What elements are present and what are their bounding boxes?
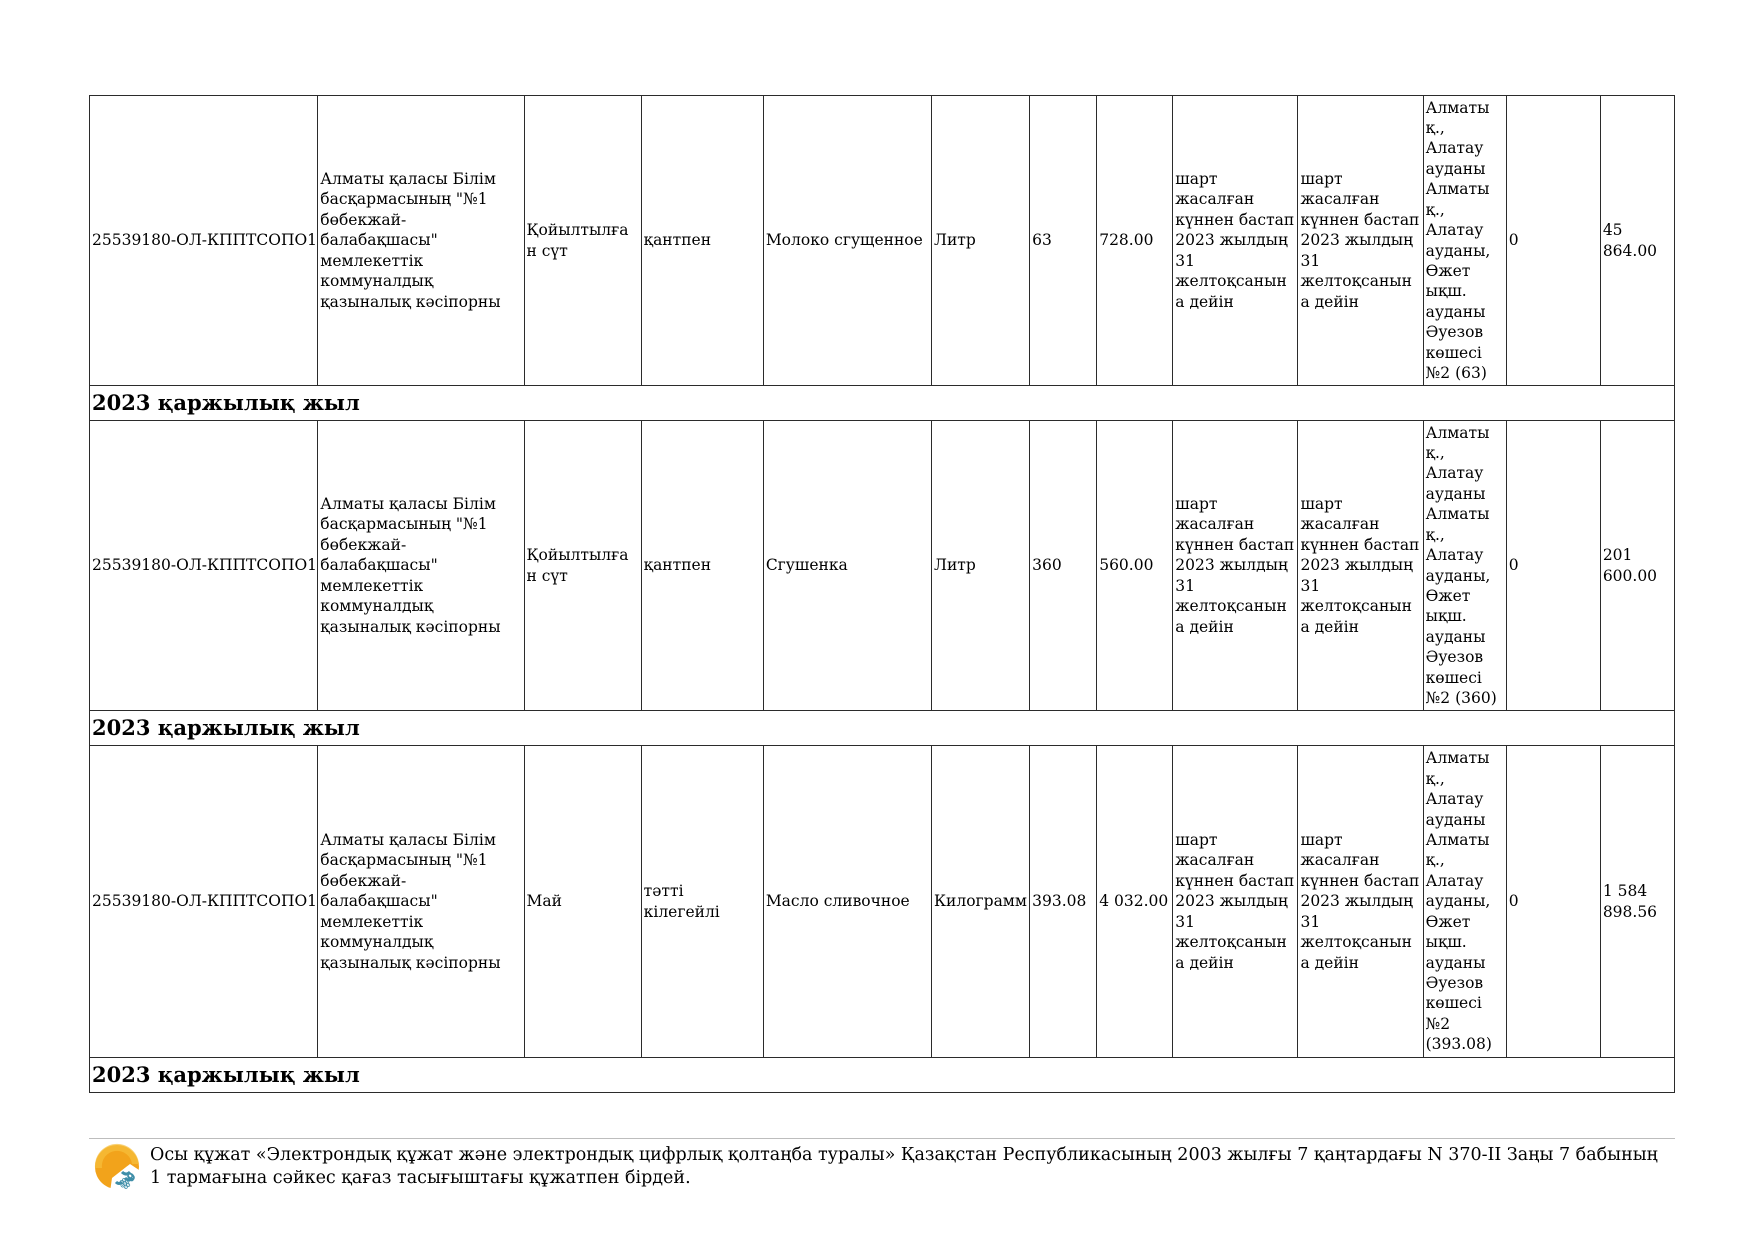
- delivery-address-cell: Алматы қ., Алатау ауданы Алматы қ., Алатау ауданы, Өжет ықш. ауданы Әуезов көшесі №2 (360): [1423, 421, 1506, 711]
- lot-id-cell: 25539180-ОЛ-КППТСОПО1: [90, 96, 318, 386]
- product-name-ru-cell: Молоко сгущенное: [763, 96, 931, 386]
- delivery-term-cell: шарт жасалған күннен бастап 2023 жылдың 31 желтоқсанына дейін: [1173, 96, 1298, 386]
- total-sum-cell: 1 584 898.56: [1600, 746, 1674, 1058]
- product-cell: Май: [524, 746, 641, 1058]
- footer-divider: [89, 1138, 1675, 1139]
- procurement-table: [89, 95, 1675, 1093]
- customer-cell: Алматы қаласы Білім басқармасының "№1 бөбекжай-балабақшасы" мемлекеттік коммуналдық қазыналық кәсіпорны: [318, 746, 524, 1058]
- unit-cell: Литр: [932, 421, 1030, 711]
- lot-id-cell: 25539180-ОЛ-КППТСОПО1: [90, 746, 318, 1058]
- advance-cell: 0: [1506, 746, 1600, 1058]
- price-cell: 728.00: [1097, 96, 1173, 386]
- fiscal-year-label: 2023 қаржылық жыл: [90, 711, 1675, 746]
- unit-cell: Килограмм: [932, 746, 1030, 1058]
- contract-term-cell: шарт жасалған күннен бастап 2023 жылдың 31 желтоқсанына дейін: [1298, 421, 1423, 711]
- delivery-address-cell: Алматы қ., Алатау ауданы Алматы қ., Алатау ауданы, Өжет ықш. ауданы Әуезов көшесі №2 (63): [1423, 96, 1506, 386]
- table-row: [90, 746, 1675, 1058]
- table-row: [90, 96, 1675, 386]
- fiscal-year-row: [90, 1058, 1675, 1093]
- lot-id-cell: 25539180-ОЛ-КППТСОПО1: [90, 421, 318, 711]
- footer-legal-text: Осы құжат «Электрондық құжат және электрондық цифрлық қолтаңба туралы» Қазақстан Республикасының 2003 жылғы 7 қаңтардағы N 370-II Заңы 7 бабының 1 тармағына сәйкес қағаз тасығыштағы құжатпен бірдей.: [150, 1145, 1658, 1188]
- characteristic-cell: тәтті кілегейлі: [641, 746, 763, 1058]
- delivery-term-cell: шарт жасалған күннен бастап 2023 жылдың 31 желтоқсанына дейін: [1173, 421, 1298, 711]
- delivery-term-cell: шарт жасалған күннен бастап 2023 жылдың 31 желтоқсанына дейін: [1173, 746, 1298, 1058]
- product-cell: Қойылтылған сүт: [524, 421, 641, 711]
- total-sum-cell: 45 864.00: [1600, 96, 1674, 386]
- customer-cell: Алматы қаласы Білім басқармасының "№1 бөбекжай-балабақшасы" мемлекеттік коммуналдық қазыналық кәсіпорны: [318, 96, 524, 386]
- product-cell: Қойылтылған сүт: [524, 96, 641, 386]
- fiscal-year-row: [90, 711, 1675, 746]
- total-sum-cell: 201 600.00: [1600, 421, 1674, 711]
- table-body: [90, 96, 1675, 1093]
- price-cell: 4 032.00: [1097, 746, 1173, 1058]
- unit-cell: Литр: [932, 96, 1030, 386]
- table-row: [90, 421, 1675, 711]
- product-name-ru-cell: Масло сливочное: [763, 746, 931, 1058]
- characteristic-cell: қантпен: [641, 421, 763, 711]
- quantity-cell: 63: [1030, 96, 1097, 386]
- fiscal-year-label: 2023 қаржылық жыл: [90, 1058, 1675, 1093]
- advance-cell: 0: [1506, 421, 1600, 711]
- product-name-ru-cell: Сгушенка: [763, 421, 931, 711]
- characteristic-cell: қантпен: [641, 96, 763, 386]
- contract-term-cell: шарт жасалған күннен бастап 2023 жылдың 31 желтоқсанына дейін: [1298, 96, 1423, 386]
- egov-sun-logo-icon: [92, 1142, 142, 1192]
- advance-cell: 0: [1506, 96, 1600, 386]
- quantity-cell: 393.08: [1030, 746, 1097, 1058]
- quantity-cell: 360: [1030, 421, 1097, 711]
- contract-term-cell: шарт жасалған күннен бастап 2023 жылдың 31 желтоқсанына дейін: [1298, 746, 1423, 1058]
- price-cell: 560.00: [1097, 421, 1173, 711]
- customer-cell: Алматы қаласы Білім басқармасының "№1 бөбекжай-балабақшасы" мемлекеттік коммуналдық қазыналық кәсіпорны: [318, 421, 524, 711]
- fiscal-year-label: 2023 қаржылық жыл: [90, 386, 1675, 421]
- delivery-address-cell: Алматы қ., Алатау ауданы Алматы қ., Алатау ауданы, Өжет ықш. ауданы Әуезов көшесі №2 (393.08): [1423, 746, 1506, 1058]
- fiscal-year-row: [90, 386, 1675, 421]
- svg-text:ꙮ9: ꙮ9: [116, 1169, 139, 1192]
